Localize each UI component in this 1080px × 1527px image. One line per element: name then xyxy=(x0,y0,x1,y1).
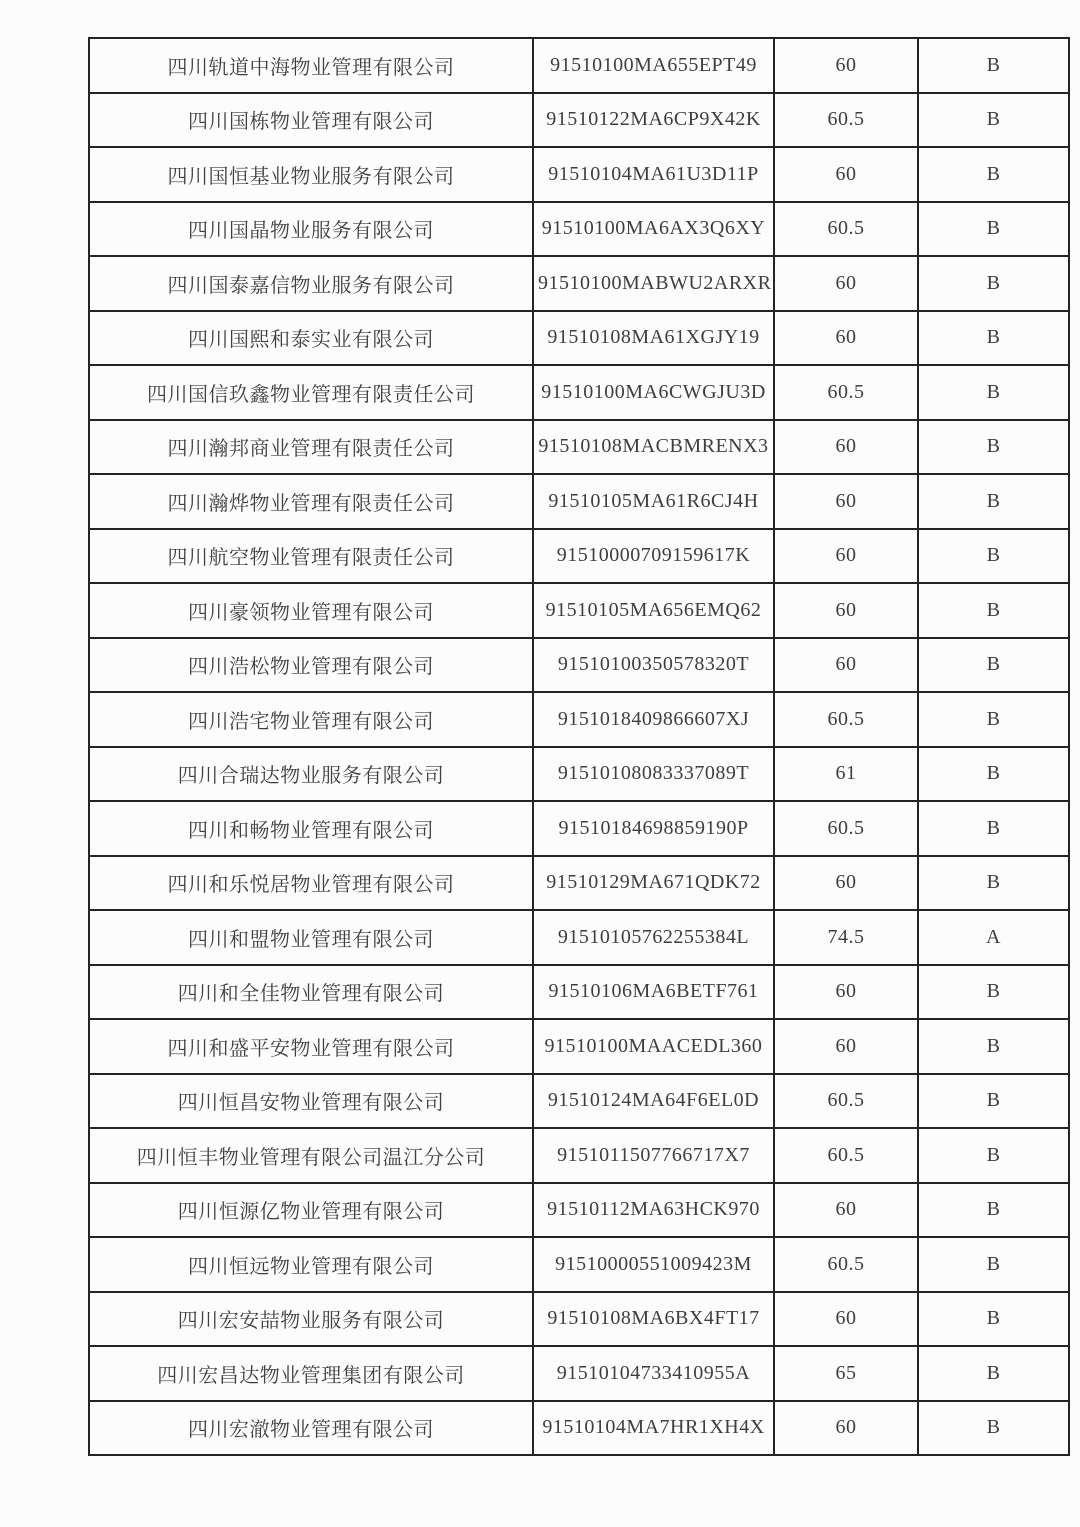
score-cell: 60.5 xyxy=(774,1237,918,1292)
table-row xyxy=(89,638,1069,693)
table-row xyxy=(89,38,1069,93)
rating-table-body xyxy=(89,38,1069,1455)
table-row xyxy=(89,1074,1069,1129)
company-name-cell: 四川恒昌安物业管理有限公司 xyxy=(89,1074,533,1129)
table-row xyxy=(89,1019,1069,1074)
company-name-cell: 四川国泰嘉信物业服务有限公司 xyxy=(89,256,533,311)
grade-cell: B xyxy=(918,93,1069,148)
company-name-cell: 四川恒远物业管理有限公司 xyxy=(89,1237,533,1292)
company-name-cell: 四川合瑞达物业服务有限公司 xyxy=(89,747,533,802)
score-cell: 60.5 xyxy=(774,93,918,148)
score-cell: 60.5 xyxy=(774,202,918,257)
credit-code-cell: 91510108MACBMRENX3 xyxy=(533,420,774,475)
score-cell: 74.5 xyxy=(774,910,918,965)
credit-code-cell: 91510100MAACEDL360 xyxy=(533,1019,774,1074)
score-cell: 60 xyxy=(774,38,918,93)
company-name-cell: 四川浩宅物业管理有限公司 xyxy=(89,692,533,747)
table-row xyxy=(89,747,1069,802)
company-name-cell: 四川和畅物业管理有限公司 xyxy=(89,801,533,856)
company-name-cell: 四川和全佳物业管理有限公司 xyxy=(89,965,533,1020)
company-name-cell: 四川国信玖鑫物业管理有限责任公司 xyxy=(89,365,533,420)
score-cell: 60.5 xyxy=(774,1128,918,1183)
grade-cell: B xyxy=(918,529,1069,584)
table-row xyxy=(89,365,1069,420)
grade-cell: B xyxy=(918,1183,1069,1238)
company-name-cell: 四川宏昌达物业管理集团有限公司 xyxy=(89,1346,533,1401)
table-row xyxy=(89,311,1069,366)
grade-cell: B xyxy=(918,147,1069,202)
score-cell: 60 xyxy=(774,638,918,693)
grade-cell: B xyxy=(918,365,1069,420)
grade-cell: B xyxy=(918,1346,1069,1401)
score-cell: 60 xyxy=(774,583,918,638)
table-row xyxy=(89,692,1069,747)
score-cell: 65 xyxy=(774,1346,918,1401)
score-cell: 60.5 xyxy=(774,801,918,856)
credit-code-cell: 91510104MA7HR1XH4X xyxy=(533,1401,774,1456)
grade-cell: B xyxy=(918,256,1069,311)
table-row xyxy=(89,856,1069,911)
grade-cell: B xyxy=(918,311,1069,366)
grade-cell: B xyxy=(918,1237,1069,1292)
table-row xyxy=(89,93,1069,148)
credit-code-cell: 91510100350578320T xyxy=(533,638,774,693)
rating-table xyxy=(88,37,1070,1456)
score-cell: 60 xyxy=(774,1019,918,1074)
credit-code-cell: 91510112MA63HCK970 xyxy=(533,1183,774,1238)
credit-code-cell: 91510108MA6BX4FT17 xyxy=(533,1292,774,1347)
table-row xyxy=(89,256,1069,311)
company-name-cell: 四川轨道中海物业管理有限公司 xyxy=(89,38,533,93)
table-row xyxy=(89,801,1069,856)
score-cell: 60 xyxy=(774,311,918,366)
score-cell: 60 xyxy=(774,965,918,1020)
grade-cell: A xyxy=(918,910,1069,965)
credit-code-cell: 91510100MABWU2ARXR xyxy=(533,256,774,311)
credit-code-cell: 91510184698859190P xyxy=(533,801,774,856)
company-name-cell: 四川和盛平安物业管理有限公司 xyxy=(89,1019,533,1074)
credit-code-cell: 91510100MA6AX3Q6XY xyxy=(533,202,774,257)
table-row xyxy=(89,420,1069,475)
grade-cell: B xyxy=(918,638,1069,693)
table-row xyxy=(89,202,1069,257)
table-row xyxy=(89,965,1069,1020)
score-cell: 60 xyxy=(774,1183,918,1238)
score-cell: 60 xyxy=(774,147,918,202)
table-row xyxy=(89,529,1069,584)
company-name-cell: 四川瀚邦商业管理有限责任公司 xyxy=(89,420,533,475)
company-name-cell: 四川宏澈物业管理有限公司 xyxy=(89,1401,533,1456)
company-name-cell: 四川国晶物业服务有限公司 xyxy=(89,202,533,257)
credit-code-cell: 91510129MA671QDK72 xyxy=(533,856,774,911)
credit-code-cell: 91510000709159617K xyxy=(533,529,774,584)
grade-cell: B xyxy=(918,1074,1069,1129)
credit-code-cell: 9151018409866607XJ xyxy=(533,692,774,747)
credit-code-cell: 91510105762255384L xyxy=(533,910,774,965)
credit-code-cell: 91510104733410955A xyxy=(533,1346,774,1401)
company-name-cell: 四川瀚烨物业管理有限责任公司 xyxy=(89,474,533,529)
credit-code-cell: 91510108MA61XGJY19 xyxy=(533,311,774,366)
company-name-cell: 四川国栋物业管理有限公司 xyxy=(89,93,533,148)
credit-code-cell: 91510122MA6CP9X42K xyxy=(533,93,774,148)
score-cell: 60.5 xyxy=(774,365,918,420)
score-cell: 60 xyxy=(774,1292,918,1347)
table-row xyxy=(89,147,1069,202)
score-cell: 60.5 xyxy=(774,692,918,747)
grade-cell: B xyxy=(918,965,1069,1020)
company-name-cell: 四川和乐悦居物业管理有限公司 xyxy=(89,856,533,911)
grade-cell: B xyxy=(918,1401,1069,1456)
company-name-cell: 四川国恒基业物业服务有限公司 xyxy=(89,147,533,202)
credit-code-cell: 91510105MA656EMQ62 xyxy=(533,583,774,638)
score-cell: 60 xyxy=(774,420,918,475)
score-cell: 60 xyxy=(774,529,918,584)
credit-code-cell: 91510106MA6BETF761 xyxy=(533,965,774,1020)
grade-cell: B xyxy=(918,1019,1069,1074)
grade-cell: B xyxy=(918,747,1069,802)
grade-cell: B xyxy=(918,474,1069,529)
credit-code-cell: 91510100MA6CWGJU3D xyxy=(533,365,774,420)
grade-cell: B xyxy=(918,38,1069,93)
table-row xyxy=(89,1401,1069,1456)
table-row xyxy=(89,1183,1069,1238)
credit-code-cell: 91510124MA64F6EL0D xyxy=(533,1074,774,1129)
score-cell: 60.5 xyxy=(774,1074,918,1129)
company-name-cell: 四川豪领物业管理有限公司 xyxy=(89,583,533,638)
score-cell: 61 xyxy=(774,747,918,802)
table-row xyxy=(89,1346,1069,1401)
company-name-cell: 四川恒源亿物业管理有限公司 xyxy=(89,1183,533,1238)
grade-cell: B xyxy=(918,1128,1069,1183)
grade-cell: B xyxy=(918,420,1069,475)
grade-cell: B xyxy=(918,202,1069,257)
company-name-cell: 四川浩松物业管理有限公司 xyxy=(89,638,533,693)
score-cell: 60 xyxy=(774,856,918,911)
company-name-cell: 四川和盟物业管理有限公司 xyxy=(89,910,533,965)
credit-code-cell: 91510108083337089T xyxy=(533,747,774,802)
table-row xyxy=(89,1128,1069,1183)
company-name-cell: 四川宏安喆物业服务有限公司 xyxy=(89,1292,533,1347)
credit-code-cell: 91510104MA61U3D11P xyxy=(533,147,774,202)
score-cell: 60 xyxy=(774,256,918,311)
table-row xyxy=(89,910,1069,965)
grade-cell: B xyxy=(918,856,1069,911)
table-row xyxy=(89,474,1069,529)
credit-code-cell: 91510000551009423M xyxy=(533,1237,774,1292)
company-name-cell: 四川航空物业管理有限责任公司 xyxy=(89,529,533,584)
company-name-cell: 四川恒丰物业管理有限公司温江分公司 xyxy=(89,1128,533,1183)
table-row xyxy=(89,1237,1069,1292)
credit-code-cell: 91510105MA61R6CJ4H xyxy=(533,474,774,529)
grade-cell: B xyxy=(918,801,1069,856)
credit-code-cell: 9151011507766717X7 xyxy=(533,1128,774,1183)
grade-cell: B xyxy=(918,1292,1069,1347)
score-cell: 60 xyxy=(774,474,918,529)
grade-cell: B xyxy=(918,583,1069,638)
table-row xyxy=(89,1292,1069,1347)
grade-cell: B xyxy=(918,692,1069,747)
company-name-cell: 四川国熙和泰实业有限公司 xyxy=(89,311,533,366)
credit-code-cell: 91510100MA655EPT49 xyxy=(533,38,774,93)
score-cell: 60 xyxy=(774,1401,918,1456)
table-row xyxy=(89,583,1069,638)
